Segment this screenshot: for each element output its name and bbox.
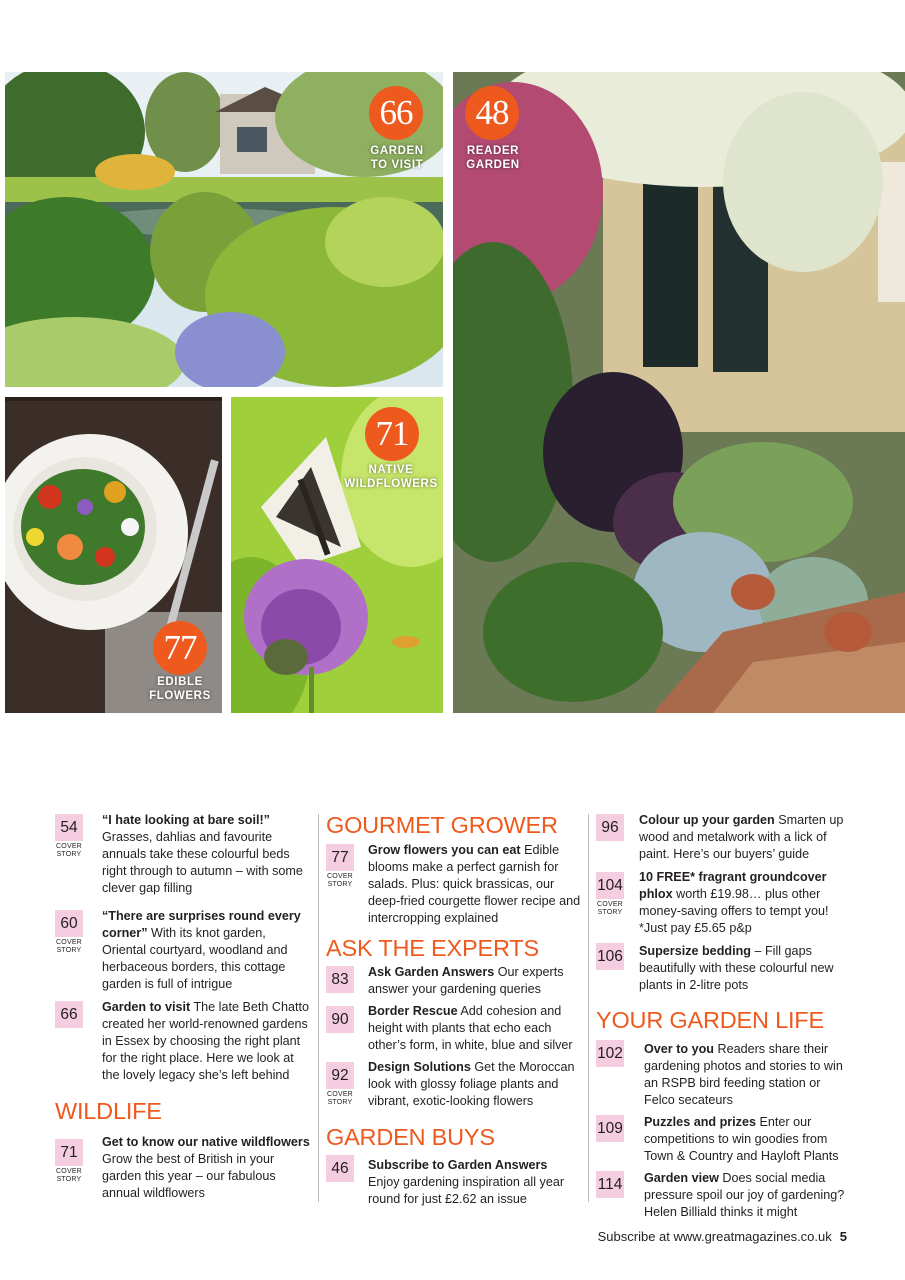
caption-line: READER [466, 145, 520, 157]
caption-line: TO VISIT [370, 159, 424, 171]
section-heading-ask-the-experts: ASK THE EXPERTS [326, 935, 539, 961]
page-number-box: 66 [55, 1001, 83, 1028]
entry-description: Our experts answer your gardening queries [368, 965, 564, 996]
entry-title: Subscribe to Garden Answers [368, 1158, 548, 1172]
page-number-box: 106 [596, 943, 624, 970]
cover-story-label: COVER STORY [56, 939, 82, 954]
contents-entry[interactable] [55, 1134, 310, 1202]
native-wildflowers-photo [231, 397, 443, 713]
page-number-box: 114 [596, 1171, 624, 1198]
page-footer [598, 1229, 847, 1244]
page-badge: 48 [465, 86, 519, 140]
page-badge: 71 [365, 407, 419, 461]
contents-entry[interactable] [596, 943, 851, 994]
contents-entry[interactable] [326, 1059, 581, 1110]
entry-description: Readers share their gardening photos and stories to win an RSPB bird feeding station or Felco secateurs [644, 1042, 843, 1107]
garden-to-visit-photo [5, 72, 443, 387]
badge-caption [453, 144, 533, 172]
entry-title: Over to you [644, 1042, 714, 1056]
page-number-box: 54 [55, 814, 83, 841]
entry-description: – Fill gaps beautifully with these colourful new plants in 2-litre pots [639, 944, 834, 992]
page-number-box: 77 [326, 844, 354, 871]
contents-column-right [596, 812, 851, 1221]
contents-entry[interactable] [55, 908, 310, 993]
page-number-box: 71 [55, 1139, 83, 1166]
entry-title: Garden view [644, 1171, 719, 1185]
section-heading-wildlife: WILDLIFE [55, 1098, 162, 1124]
entry-description: Get the Moroccan look with glossy foliage plants and vibrant, exotic-looking flowers [368, 1060, 575, 1108]
cover-story-label: COVER STORY [56, 843, 82, 858]
entry-title: Colour up your garden [639, 813, 775, 827]
entry-title: 10 FREE* fragrant groundcover phlox [639, 870, 827, 901]
page-number-box: 96 [596, 814, 624, 841]
contents-column-left [55, 812, 310, 1202]
entry-title: Grow flowers you can eat [368, 843, 521, 857]
caption-line: GARDEN [370, 145, 424, 157]
contents-column-middle [326, 812, 581, 1208]
page-number: 5 [839, 1229, 847, 1244]
page-number-box: 60 [55, 910, 83, 937]
contents-entry[interactable] [326, 842, 581, 927]
page-badge: 77 [153, 621, 207, 675]
page-number-box: 90 [326, 1006, 354, 1033]
subscribe-link[interactable]: Subscribe at www.greatmagazines.co.uk [597, 1229, 832, 1244]
entry-title: Supersize bedding [639, 944, 751, 958]
entry-title: “There are surprises round every corner” [102, 909, 301, 940]
entry-description: Grasses, dahlias and favourite annuals take these colourful beds right through to autumn – with some clever gap filling [102, 830, 303, 895]
entry-title: Get to know our native wildflowers [102, 1135, 310, 1149]
entry-description: Enjoy gardening inspiration all year round for just £2.62 an issue [368, 1175, 565, 1206]
entry-title: Garden to visit [102, 1000, 191, 1014]
entry-description: Add cohesion and height with plants that echo each other’s form, in white, blue and silver [368, 1004, 573, 1052]
entry-description: Edible blooms make a perfect garnish for salads. Plus: quick brassicas, our deep-fried courgette flower recipe and intercropping explained [368, 843, 581, 925]
section-heading-gourmet-grower: GOURMET GROWER [326, 812, 558, 838]
entry-description: worth £19.98… plus other money-saving offers to tempt you! *Just pay £5.65 p&p [639, 887, 829, 935]
contents-entry[interactable] [596, 869, 851, 937]
cover-story-label: COVER STORY [56, 1168, 82, 1183]
entry-title: Puzzles and prizes [644, 1115, 756, 1129]
contents-entry[interactable] [596, 1041, 851, 1109]
page-number-box: 46 [326, 1155, 354, 1182]
page-number-box: 92 [326, 1062, 354, 1089]
entry-title: Design Solutions [368, 1060, 471, 1074]
contents-entry[interactable] [55, 999, 310, 1084]
contents-entry[interactable] [326, 1003, 581, 1054]
caption-line: WILDFLOWERS [344, 478, 438, 490]
caption-line: NATIVE [368, 464, 414, 476]
entry-description: With its knot garden, Oriental courtyard, woodland and herbaceous borders, this cottage garden is full of intrigue [102, 926, 288, 991]
contents-entry[interactable] [326, 1157, 581, 1208]
column-divider [318, 814, 319, 1202]
column-divider [588, 814, 589, 1202]
entry-description: Enter our competitions to win goodies from Town & Country and Hayloft Plants [644, 1115, 839, 1163]
cover-story-label: COVER STORY [327, 873, 353, 888]
contents-entry[interactable] [596, 1114, 851, 1165]
reader-garden-photo [453, 72, 905, 713]
caption-line: EDIBLE [157, 676, 203, 688]
entry-title: Ask Garden Answers [368, 965, 495, 979]
page-number-box: 109 [596, 1115, 624, 1142]
edible-flowers-photo [5, 397, 222, 713]
page-number-box: 102 [596, 1040, 624, 1067]
entry-description: Grow the best of British in your garden this year – our fabulous annual wildflowers [102, 1152, 276, 1200]
caption-line: FLOWERS [149, 690, 211, 702]
badge-caption [336, 463, 443, 491]
contents-entry[interactable] [326, 964, 581, 998]
contents-entry[interactable] [596, 1170, 851, 1221]
badge-caption [140, 675, 220, 703]
entry-title: “I hate looking at bare soil!” [102, 813, 270, 827]
contents-entry[interactable] [596, 812, 851, 863]
page-number-box: 83 [326, 966, 354, 993]
section-heading-your-garden-life: YOUR GARDEN LIFE [596, 1007, 824, 1033]
cover-story-label: COVER STORY [597, 901, 623, 916]
entry-description: The late Beth Chatto created her world-renowned gardens in Essex by choosing the right plant for the right place. Here we look at the lovely legacy she’s left behind [102, 1000, 309, 1082]
entry-description: Smarten up wood and metalwork with a lick of paint. Here’s our buyers’ guide [639, 813, 844, 861]
badge-caption [357, 144, 437, 172]
cover-story-label: COVER STORY [327, 1091, 353, 1106]
contents-entry[interactable] [55, 812, 310, 897]
caption-line: GARDEN [466, 159, 520, 171]
entry-title: Border Rescue [368, 1004, 458, 1018]
page-number-box: 104 [596, 872, 624, 899]
entry-description: Does social media pressure spoil our joy of gardening? Helen Billiald thinks it might [644, 1171, 845, 1219]
section-heading-garden-buys: GARDEN BUYS [326, 1124, 495, 1150]
page-badge: 66 [369, 86, 423, 140]
